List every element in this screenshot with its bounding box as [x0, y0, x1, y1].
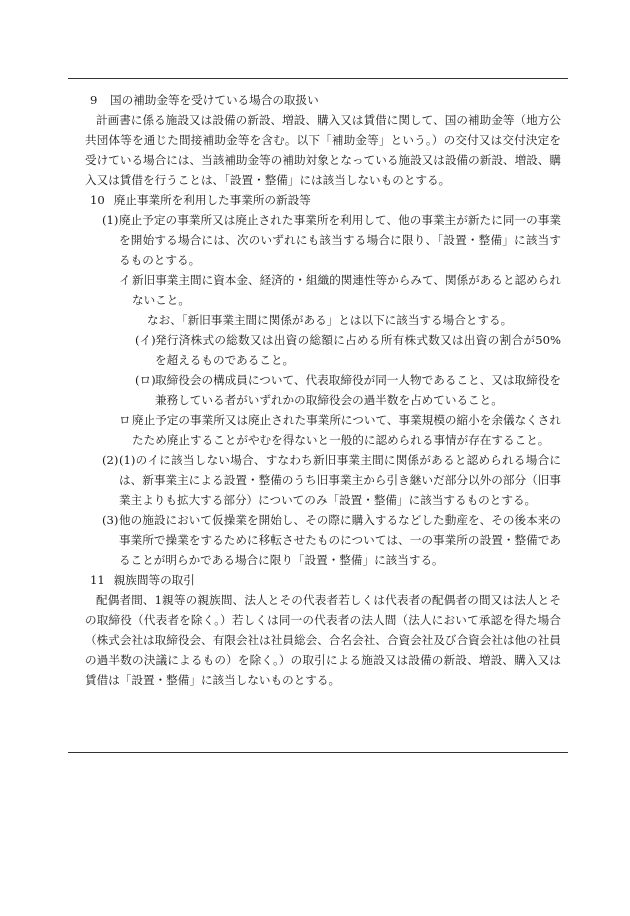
item-lead: 廃止予定の事業所又は廃止された事業所を利用して、 [119, 213, 399, 227]
item-text: 代表取締役が同一人物であること、又は取締役を兼務している者がいずれかの取締役会の過半数を占めていること。 [155, 373, 561, 407]
section-number: 10 [90, 193, 105, 207]
item-label: (2) [102, 453, 119, 467]
section-10-heading [90, 190, 561, 210]
section-9-body: 計画書に係る施設又は設備の新設、増設、購入又は賃借に関して、国の補助金等（地方公共団体等を通じた間接補助金等を含む。以下「補助金等」という。）の交付又は交付決定を受けている場合には、当該補助金等の補助対象となっている施設又は設備の新設、増設、購入又は賃借を行うことは、「設置・整備」には該当しないものとする。 [85, 113, 561, 187]
item-text: 他の事業主が新たに同一の事業を開始する場合には、次のいずれにも該当する場合に限り、「設置・整備」に該当するものとする。 [119, 213, 561, 267]
section-title: 親族間等の取引 [113, 573, 195, 587]
section-9-heading [90, 90, 561, 110]
item-10-1 [85, 210, 561, 270]
item-lead: 取締役会の構成員について、 [155, 373, 306, 387]
top-rule [68, 78, 568, 79]
item-label: イ [119, 273, 131, 287]
section-number: 9 [90, 93, 98, 107]
item-text: 所有株式数又は出資の割合が50%を超えるものであること。 [155, 333, 561, 367]
item-text: すなわち新旧事業主間に関係があると認められる場合には、新事業主による設置・整備のうち旧事業主から引き継いだ部分以外の部分（旧事業主よりも拡大する部分）についてのみ「設置・整備」に該当するものとする。 [119, 453, 561, 507]
item-10-1-i-sub2 [85, 370, 561, 410]
item-10-2 [85, 450, 561, 510]
item-10-3 [85, 510, 561, 570]
item-note: なお、「新旧事業主間に関係がある」とは以下に該当する場合とする。 [147, 313, 513, 327]
document-body [85, 90, 561, 690]
item-label: (1) [102, 213, 119, 227]
item-label: ロ [119, 413, 131, 427]
section-11-body: 配偶者間、1親等の親族間、法人とその代表者若しくは代表者の配偶者の間又は法人とその取締役（代表者を除く。）若しくは同一の代表者の法人間（法人において承認を得た場合（株式会社は取締役会、有限会社は社員総会、合名会社、合資会社及び合資会社は他の社員の過半数の決議によるもの）を除く。）の取引による施設又は設備の新設、増設、購入又は賃借は「設置・整備」に該当しないものとする。 [85, 593, 561, 687]
section-title: 廃止事業所を利用した事業所の新設等 [113, 193, 311, 207]
section-title: 国の補助金等を受けている場合の取扱い [110, 93, 319, 107]
item-10-1-i [85, 270, 561, 310]
item-10-1-ro [85, 410, 561, 450]
item-label: (3) [102, 513, 119, 527]
bottom-rule [68, 752, 568, 753]
section-11-heading [90, 570, 561, 590]
item-lead: 廃止予定の事業所又は廃止された事業所について、 [132, 413, 399, 427]
item-lead: 発行済株式の総数又は出資の総額に占める [155, 333, 381, 347]
item-label: (ロ) [135, 373, 156, 387]
section-number: 11 [90, 573, 105, 587]
item-label: (イ) [135, 333, 156, 347]
item-lead: 新旧事業主間に資本金、 [132, 273, 260, 287]
item-10-1-i-sub1 [85, 330, 561, 370]
item-lead: (1)のイに該当しない場合、 [119, 453, 266, 467]
item-text: 経済的・組織的関連性等からみて、関係があると認められないこと。 [132, 273, 561, 307]
item-text: その際に購入するなどした動産を、その後本来の事業所で操業をするために移転させたものについては、一の事業所の設置・整備であることが明らかである場合に限り「設置・整備」に該当する。 [119, 513, 561, 567]
item-text: 事業規模の縮小を余儀なくされたため廃止することがやむを得ないと一般的に認められる事情が存在すること。 [132, 413, 561, 447]
item-lead: 他の施設において仮操業を開始し、 [119, 513, 306, 527]
